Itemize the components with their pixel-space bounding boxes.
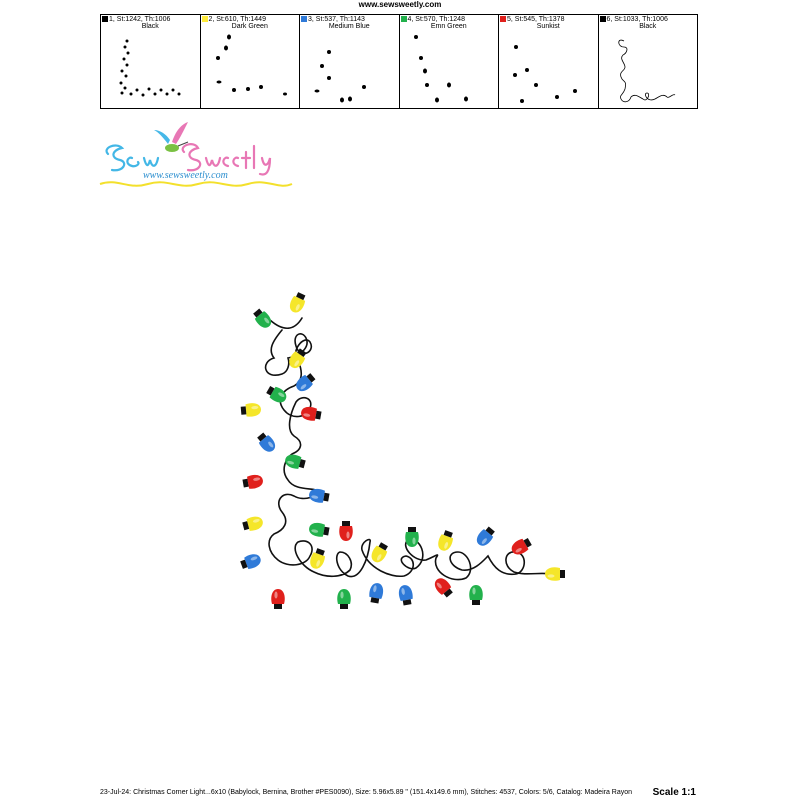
color-block-6 xyxy=(599,15,698,108)
logo-url-text: www.sewsweetly.com xyxy=(143,170,228,181)
color-chip-icon xyxy=(600,16,606,22)
sew-sweetly-logo xyxy=(98,118,294,194)
stitch-preview-icon xyxy=(201,33,301,108)
color-block-name: Black xyxy=(141,23,159,30)
color-chip-icon xyxy=(301,16,307,22)
color-block-name: Dark Green xyxy=(231,23,268,30)
color-block-name: Black xyxy=(639,23,657,30)
light-bulb-icon xyxy=(337,589,351,609)
color-block-4 xyxy=(400,15,500,108)
stitch-preview-icon xyxy=(499,33,599,108)
light-bulb-icon xyxy=(368,582,385,604)
light-bulb-icon xyxy=(240,402,261,417)
light-bulb-icon xyxy=(293,371,317,394)
color-block-info: 5, St:545, Th:1378 xyxy=(507,16,565,23)
light-bulb-icon xyxy=(284,453,307,471)
christmas-corner-lights-design xyxy=(230,290,570,620)
stitch-preview-icon xyxy=(300,33,400,108)
light-bulb-icon xyxy=(339,521,353,541)
color-block-info: 6, St:1033, Th:1006 xyxy=(606,16,668,23)
light-bulb-icon xyxy=(469,585,483,605)
stitch-preview-icon xyxy=(400,33,500,108)
color-block-2 xyxy=(201,15,301,108)
light-bulb-icon xyxy=(405,527,419,547)
color-block-5 xyxy=(499,15,599,108)
light-bulb-icon xyxy=(474,525,497,549)
color-block-info: 2, St:610, Th:1449 xyxy=(208,16,266,23)
light-bulb-icon xyxy=(251,307,274,331)
light-bulb-icon xyxy=(265,384,289,406)
light-bulb-icon xyxy=(271,589,285,609)
color-block-1 xyxy=(101,15,201,108)
light-bulb-icon xyxy=(436,529,456,552)
light-bulb-icon xyxy=(255,431,278,455)
color-block-info: 3, St:537, Th:1143 xyxy=(308,16,365,23)
light-bulb-icon xyxy=(545,567,565,581)
color-block-name: Emn Green xyxy=(430,23,467,30)
color-block-strip xyxy=(100,14,698,109)
light-bulb-icon xyxy=(242,473,264,490)
light-bulb-icon xyxy=(242,515,265,533)
color-block-name: Sunkist xyxy=(536,23,560,30)
color-chip-icon xyxy=(401,16,407,22)
stitch-preview-icon xyxy=(599,33,699,108)
light-bulb-icon xyxy=(369,541,391,565)
light-bulb-icon xyxy=(308,521,330,538)
color-block-info: 1, St:1242, Th:1006 xyxy=(109,16,171,23)
color-block-name: Medium Blue xyxy=(328,23,370,30)
footer-info: 23-Jul-24: Christmas Corner Light...6x10 (Babylock, Bernina, Brother #PES0090), Size: 5.96x5.89 " (151.4x149.6 mm), Stitches: 4537, Colors: 5/6, Catalog: Madeira Rayon xyxy=(100,789,633,796)
color-chip-icon xyxy=(500,16,506,22)
color-chip-icon xyxy=(102,16,108,22)
light-bulb-icon xyxy=(239,552,262,572)
scale-label: Scale 1:1 xyxy=(652,787,696,798)
light-bulb-icon xyxy=(397,584,414,606)
color-block-3 xyxy=(300,15,400,108)
light-bulb-icon xyxy=(300,405,322,422)
site-url: www.sewsweetly.com xyxy=(358,0,442,9)
color-chip-icon xyxy=(202,16,208,22)
light-bulb-icon xyxy=(287,291,308,315)
light-bulb-icon xyxy=(308,547,328,570)
stitch-preview-icon xyxy=(101,33,201,108)
color-block-info: 4, St:570, Th:1248 xyxy=(407,16,465,23)
